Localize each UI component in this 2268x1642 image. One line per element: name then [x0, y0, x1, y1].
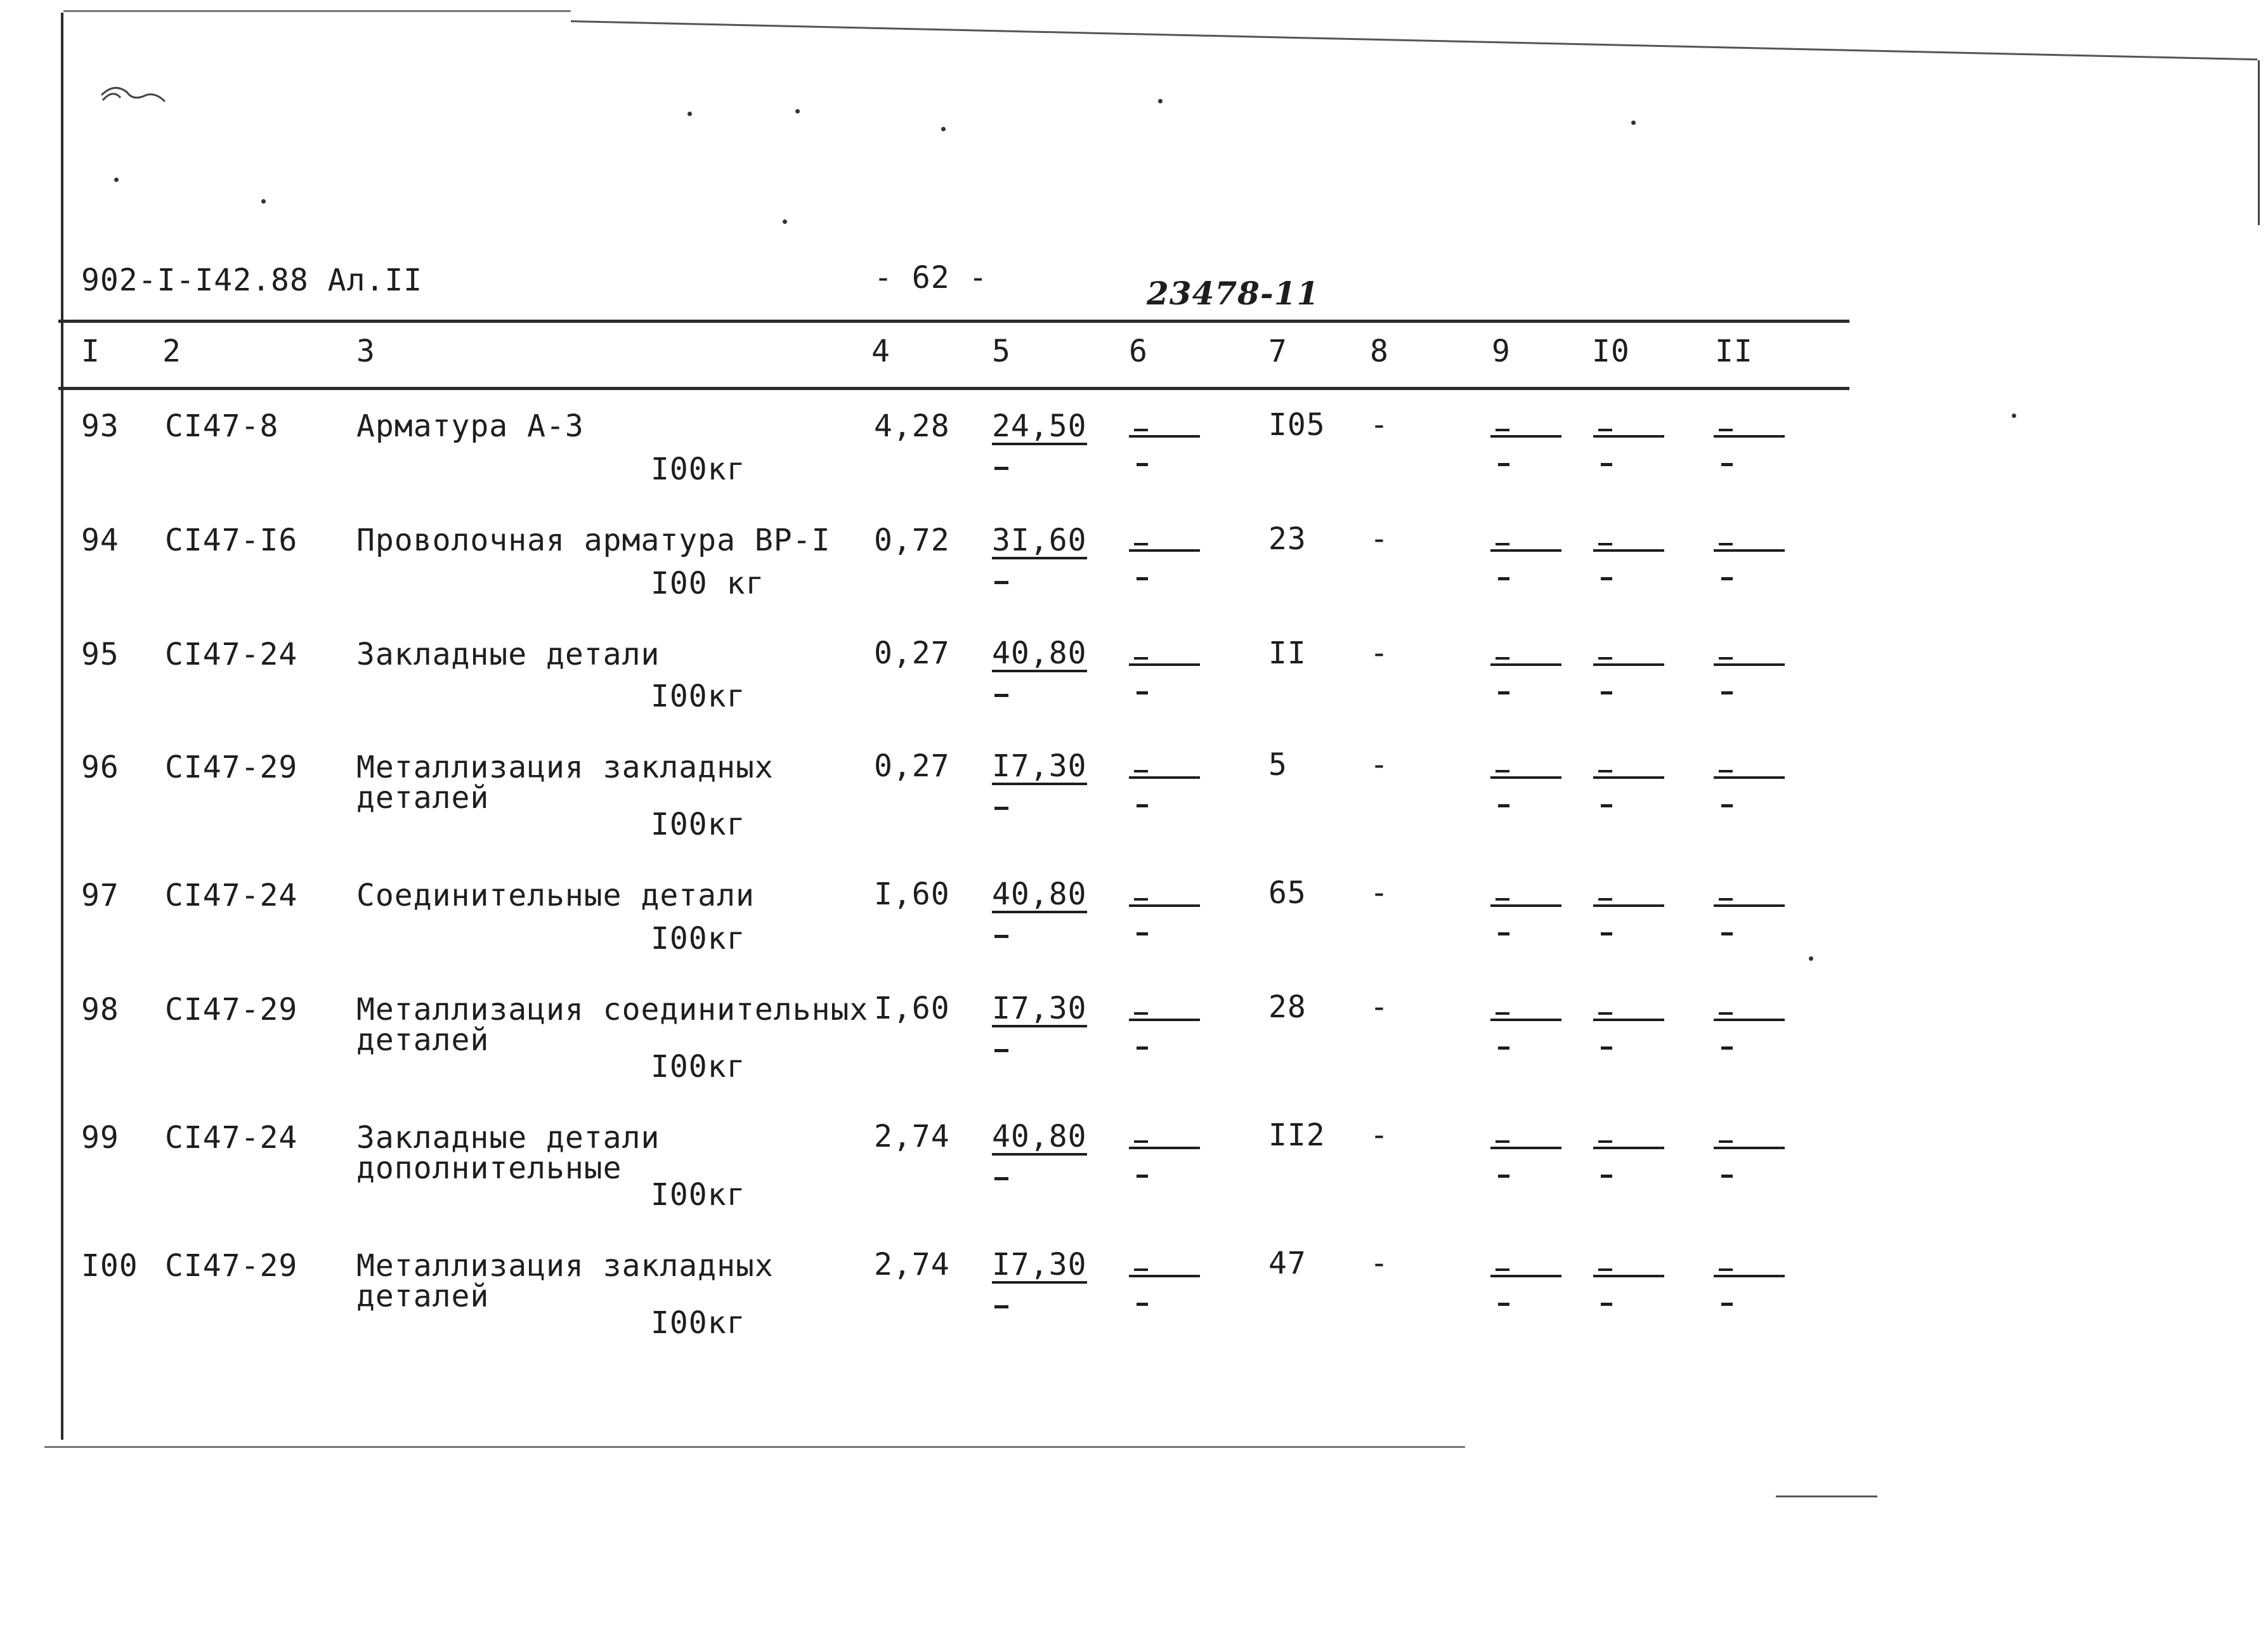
column-header: 3: [356, 334, 375, 369]
row-name-line: Металлизация закладных: [356, 750, 774, 785]
row-col7-value: 47: [1268, 1246, 1307, 1281]
row-quantity: 0,27: [874, 635, 950, 671]
row-quantity: 4,28: [874, 408, 950, 444]
row-col8-value: -: [1370, 989, 1389, 1025]
row-quantity: 0,27: [874, 748, 950, 784]
row-name-line: Закладные детали: [356, 1120, 660, 1156]
price-dash-mark: [994, 1049, 1008, 1052]
row-code: CI47-24: [165, 878, 298, 913]
row-number: 94: [81, 523, 119, 558]
row-col8-value: -: [1370, 1117, 1389, 1153]
empty-cell-mark-col9: [1490, 890, 1567, 935]
pencil-scribble-mark: [95, 76, 171, 121]
empty-cell-mark-col10: [1593, 1133, 1669, 1177]
empty-cell-mark-col9: [1490, 535, 1567, 580]
row-unit-price: 40,80: [992, 1119, 1087, 1154]
row-name-line: деталей: [356, 780, 490, 816]
row-name-line: дополнительные: [356, 1150, 622, 1186]
row-unit: I00кг: [651, 921, 746, 956]
row-name-line: Проволочная арматура ВР-I: [356, 523, 831, 558]
row-col7-value: 5: [1268, 747, 1287, 783]
scan-speck: [1158, 99, 1163, 103]
empty-cell-mark-col9: [1490, 1133, 1567, 1177]
empty-cell-mark-col9: [1490, 1005, 1567, 1049]
row-unit: I00кг: [651, 807, 746, 842]
empty-cell-mark-col10: [1593, 535, 1669, 580]
frame-top-edge: [63, 10, 571, 12]
scan-speck: [1809, 956, 1813, 961]
row-name-line: деталей: [356, 1279, 490, 1314]
scan-speck: [688, 112, 692, 116]
row-number: I00: [81, 1248, 138, 1284]
row-unit: I00 кг: [651, 566, 765, 601]
empty-cell-mark-col11: [1714, 890, 1790, 935]
price-dash-mark: [994, 694, 1008, 697]
column-header: 9: [1492, 334, 1511, 369]
row-code: CI47-29: [165, 750, 298, 785]
empty-cell-mark-col9: [1490, 649, 1567, 694]
empty-cell-mark-col9: [1490, 421, 1567, 466]
empty-cell-mark-col10: [1593, 421, 1669, 466]
row-code: CI47-I6: [165, 523, 298, 558]
empty-cell-mark-col11: [1714, 649, 1790, 694]
empty-cell-mark-col6: [1129, 649, 1205, 694]
column-header: 7: [1268, 334, 1287, 369]
row-unit-price: 3I,60: [992, 523, 1087, 558]
price-dash-mark: [994, 581, 1008, 584]
row-number: 93: [81, 408, 119, 444]
row-col7-value: II: [1268, 635, 1307, 671]
empty-cell-mark-col11: [1714, 421, 1790, 466]
row-col8-value: -: [1370, 521, 1389, 557]
row-name-line: Металлизация соединительных: [356, 992, 869, 1027]
row-unit-price: 40,80: [992, 876, 1087, 912]
row-quantity: I,60: [874, 876, 950, 912]
row-col7-value: 28: [1268, 989, 1307, 1025]
row-code: CI47-24: [165, 637, 298, 672]
price-dash-mark: [994, 807, 1008, 810]
empty-cell-mark-col10: [1593, 762, 1669, 807]
row-quantity: 2,74: [874, 1119, 950, 1154]
scan-speck: [261, 199, 266, 204]
row-unit: I00кг: [651, 679, 746, 714]
empty-cell-mark-col11: [1714, 1261, 1790, 1305]
scan-speck: [114, 178, 119, 182]
table-header-bottom-rule: [58, 387, 1849, 390]
row-col7-value: I05: [1268, 407, 1326, 443]
row-col7-value: II2: [1268, 1117, 1326, 1153]
scan-speck: [795, 109, 800, 114]
empty-cell-mark-col6: [1129, 1261, 1205, 1305]
frame-left-edge: [61, 13, 63, 1440]
empty-cell-mark-col10: [1593, 1261, 1669, 1305]
row-unit: I00кг: [651, 452, 746, 487]
empty-cell-mark-col6: [1129, 535, 1205, 580]
price-dash-mark: [994, 1177, 1008, 1180]
empty-cell-mark-col9: [1490, 1261, 1567, 1305]
scan-speck: [1631, 121, 1636, 125]
price-dash-mark: [994, 1305, 1008, 1308]
empty-cell-mark-col6: [1129, 1133, 1205, 1177]
column-header: I0: [1592, 334, 1630, 369]
empty-cell-mark-col11: [1714, 1005, 1790, 1049]
doc-code: 902-I-I42.88 Ал.II: [81, 263, 423, 298]
column-header: 2: [162, 334, 181, 369]
empty-cell-mark-col11: [1714, 762, 1790, 807]
column-header: 4: [871, 334, 890, 369]
column-header: II: [1715, 334, 1753, 369]
row-number: 98: [81, 992, 119, 1027]
row-unit: I00кг: [651, 1305, 746, 1341]
frame-top-edge-right: [571, 20, 2257, 60]
row-name-line: Металлизация закладных: [356, 1248, 774, 1284]
row-name-line: Закладные детали: [356, 637, 660, 672]
row-col8-value: -: [1370, 875, 1389, 911]
price-dash-mark: [994, 935, 1008, 938]
row-name-line: Соединительные детали: [356, 878, 755, 913]
scan-speck: [783, 219, 787, 224]
price-dash-mark: [994, 467, 1008, 470]
row-col8-value: -: [1370, 635, 1389, 671]
row-number: 99: [81, 1120, 119, 1156]
frame-right-edge: [2258, 60, 2260, 225]
empty-cell-mark-col10: [1593, 890, 1669, 935]
scan-speck: [2012, 414, 2016, 418]
empty-cell-mark-col6: [1129, 421, 1205, 466]
row-quantity: 0,72: [874, 523, 950, 558]
scan-speck: [941, 127, 946, 131]
row-unit: I00кг: [651, 1049, 746, 1085]
row-name-line: деталей: [356, 1022, 490, 1058]
row-col7-value: 23: [1268, 521, 1307, 557]
frame-bottom-edge-right: [1776, 1495, 1877, 1497]
row-name-line: Арматура А-3: [356, 408, 584, 444]
empty-cell-mark-col11: [1714, 1133, 1790, 1177]
empty-cell-mark-col6: [1129, 762, 1205, 807]
empty-cell-mark-col6: [1129, 890, 1205, 935]
row-col8-value: -: [1370, 1246, 1389, 1281]
row-unit: I00кг: [651, 1177, 746, 1213]
row-quantity: 2,74: [874, 1247, 950, 1282]
empty-cell-mark-col11: [1714, 535, 1790, 580]
row-unit-price: 40,80: [992, 635, 1087, 671]
row-number: 95: [81, 637, 119, 672]
empty-cell-mark-col6: [1129, 1005, 1205, 1049]
row-number: 96: [81, 750, 119, 785]
empty-cell-mark-col9: [1490, 762, 1567, 807]
row-unit-price: 24,50: [992, 408, 1087, 444]
empty-cell-mark-col10: [1593, 649, 1669, 694]
row-code: CI47-29: [165, 1248, 298, 1284]
row-quantity: I,60: [874, 991, 950, 1026]
row-code: CI47-29: [165, 992, 298, 1027]
row-number: 97: [81, 878, 119, 913]
column-header: I: [81, 334, 100, 369]
row-unit-price: I7,30: [992, 991, 1087, 1026]
row-unit-price: I7,30: [992, 748, 1087, 784]
row-code: CI47-24: [165, 1120, 298, 1156]
column-header: 6: [1129, 334, 1148, 369]
row-unit-price: I7,30: [992, 1247, 1087, 1282]
frame-bottom-edge: [44, 1446, 1465, 1448]
row-code: CI47-8: [165, 408, 279, 444]
table-top-rule: [58, 320, 1849, 323]
handwritten-stamp-number: 23478-11: [1147, 275, 1320, 312]
empty-cell-mark-col10: [1593, 1005, 1669, 1049]
column-header: 8: [1370, 334, 1389, 369]
row-col8-value: -: [1370, 407, 1389, 443]
column-header: 5: [992, 334, 1011, 369]
page-number: - 62 -: [874, 260, 988, 296]
row-col8-value: -: [1370, 747, 1389, 783]
row-col7-value: 65: [1268, 875, 1307, 911]
